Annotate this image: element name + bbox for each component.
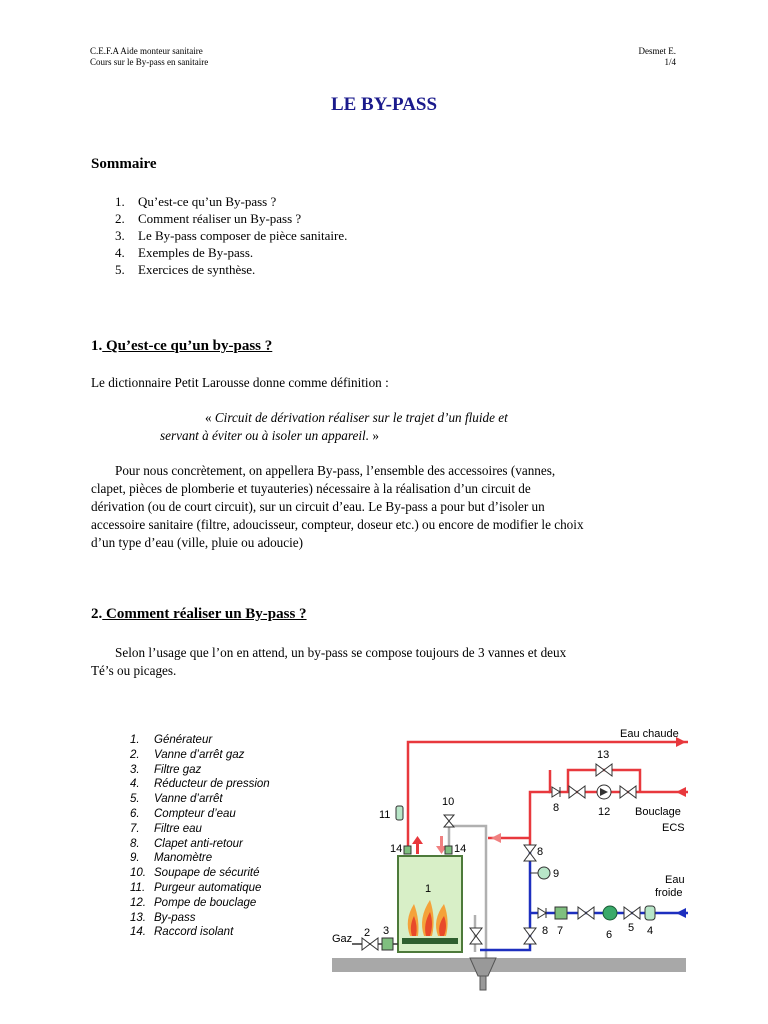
water-filter: [555, 907, 567, 919]
drain-funnel: [470, 958, 496, 976]
num-3: 3: [383, 925, 390, 937]
water-meter: [603, 906, 617, 920]
label-ecs: ECS: [662, 822, 685, 834]
legend-item: 13. By-pass: [130, 911, 196, 924]
num-11: 11: [379, 809, 391, 821]
cold-water-line: [480, 852, 688, 950]
num-14-right: 14: [454, 843, 467, 855]
gas-valve: [362, 938, 378, 950]
num-8-top: 8: [553, 802, 560, 814]
manometer: [538, 867, 550, 879]
legend-item: 2. Vanne d’arrêt gaz: [130, 748, 245, 761]
section1-paragraph: Pour nous concrètement, on appellera By-pass, l’ensemble des accessoires (vannes, clapet, pièces de plomberie et tuyauteries) nécessaire à la réalisation d’un circuit de dérivation (ou de court circuit), sur un circuit d’eau. Le By-pass a pour but d’isoler un accessoire sanitaire (filtre, adoucisseur, compteur, doseur etc.) ou encore de modifier le choix d’un type d’eau (ville, pluie ou adoucie): [91, 463, 584, 550]
legend-item: 12. Pompe de bouclage: [130, 896, 257, 909]
header-author: Desmet E.: [638, 46, 676, 56]
sommaire-item: 2. Comment réaliser un By-pass ?: [115, 211, 302, 226]
num-8-mid: 8: [537, 846, 544, 858]
header-page-number: 1/4: [664, 57, 676, 67]
insulating-fitting-right: [445, 846, 452, 854]
legend-item: 7. Filtre eau: [130, 822, 202, 835]
legend-item: 4. Réducteur de pression: [130, 778, 270, 791]
legend-item: 1. Générateur: [130, 734, 213, 746]
section2-paragraph: Selon l’usage que l’on en attend, un by-pass se compose toujours de 3 vannes et deux Té’s ou picages.: [91, 645, 567, 678]
sommaire-heading: Sommaire: [91, 156, 157, 172]
section2-heading: 2. Comment réaliser un By-pass ?: [91, 606, 307, 622]
num-1: 1: [425, 883, 432, 895]
insulating-fitting-left: [404, 846, 411, 854]
num-12: 12: [598, 806, 611, 818]
legend-item: 11. Purgeur automatique: [130, 881, 262, 894]
sommaire-item: 3. Le By-pass composer de pièce sanitaire.: [115, 228, 348, 243]
label-eau-chaude: Eau chaude: [620, 728, 679, 740]
num-7: 7: [557, 925, 564, 937]
label-eau: Eau: [665, 874, 685, 886]
burner: [402, 938, 458, 944]
num-10: 10: [442, 796, 455, 808]
num-14-left: 14: [390, 843, 403, 855]
num-6: 6: [606, 929, 613, 941]
label-bouclage: Bouclage: [635, 806, 681, 818]
cold-water-arrow: [676, 908, 686, 918]
num-4: 4: [647, 925, 654, 937]
sommaire-item: 1. Qu’est-ce qu’un By-pass ?: [115, 194, 277, 209]
air-vent: [396, 806, 403, 820]
header-course: C.E.F.A Aide monteur sanitaire: [90, 46, 203, 56]
legend-item: 14. Raccord isolant: [130, 926, 234, 939]
floor: [332, 958, 686, 972]
num-2: 2: [364, 927, 371, 939]
sommaire-item: 4. Exemples de By-pass.: [115, 245, 254, 260]
legend-item: 5. Vanne d’arrêt: [130, 793, 223, 806]
section1-intro: Le dictionnaire Petit Larousse donne comme définition :: [91, 375, 389, 390]
definition-quote-line1: « Circuit de dérivation réaliser sur le trajet d’un fluide et: [205, 410, 508, 425]
label-froide: froide: [655, 887, 683, 899]
section1-heading: 1. Qu’est-ce qu’un by-pass ?: [91, 338, 273, 354]
legend-item: 3. Filtre gaz: [130, 763, 202, 776]
pressure-reducer: [645, 906, 655, 920]
legend-item: 10. Soupape de sécurité: [130, 867, 260, 880]
num-9: 9: [553, 868, 560, 880]
header-subject: Cours sur le By-pass en sanitaire: [90, 57, 209, 67]
definition-quote-line2: servant à éviter ou à isoler un appareil. »: [160, 428, 379, 443]
num-13: 13: [597, 749, 610, 761]
label-gaz: Gaz: [332, 933, 353, 945]
gas-filter: [382, 938, 393, 950]
legend-item: 6. Compteur d’eau: [130, 807, 236, 820]
num-5: 5: [628, 922, 635, 934]
num-8-bottom: 8: [542, 925, 549, 937]
legend-item: 9. Manomètre: [130, 852, 213, 865]
legend-item: 8. Clapet anti-retour: [130, 837, 243, 850]
page-title: LE BY-PASS: [330, 94, 438, 115]
sommaire-item: 5. Exercices de synthèse.: [115, 262, 256, 277]
drain-pipe: [480, 976, 486, 990]
